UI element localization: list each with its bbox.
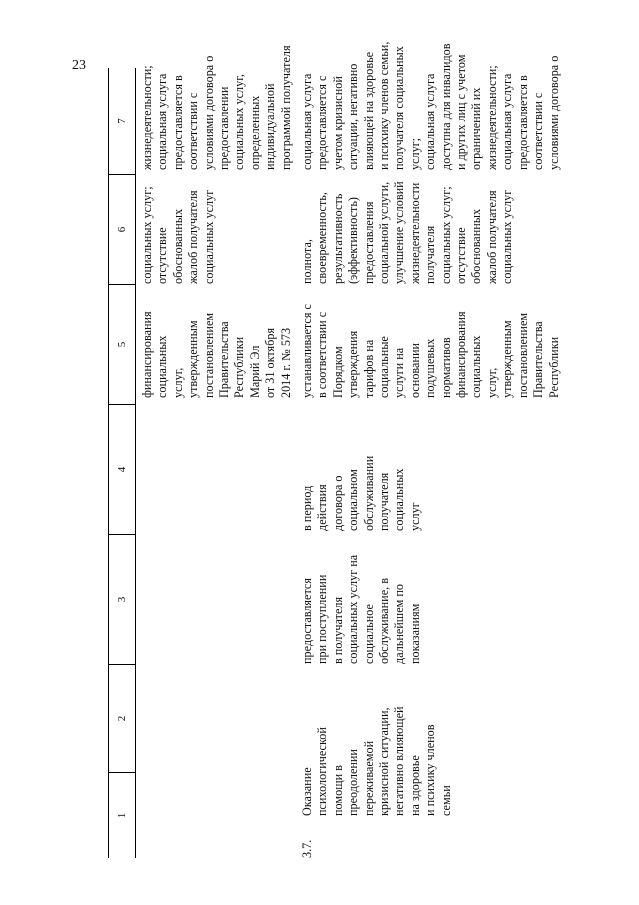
text-line: подушевых [423, 338, 438, 398]
text-line: показаниям [407, 603, 422, 664]
text-line: дальнейшем по [392, 584, 407, 664]
text-line: помощи в [330, 765, 345, 816]
text-line: условиями договора о [201, 55, 216, 170]
row-37-col2 [300, 680, 454, 816]
text-line: учетом кризисной [330, 76, 345, 170]
text-line: соответствии с [531, 92, 546, 170]
text-line: Оказание [300, 767, 314, 816]
top-row-col7 [140, 45, 294, 170]
row-37-col6 [300, 174, 516, 284]
text-line: услуг, [170, 367, 185, 398]
text-line: предоставляется с [315, 75, 330, 170]
text-line: социальная услуга [155, 73, 170, 170]
text-line: улучшение условий [392, 181, 407, 284]
text-line: социальное [361, 604, 376, 664]
text-line: индивидуальной [263, 83, 278, 170]
table-header [108, 68, 136, 858]
text-line: социальных услуг; [438, 186, 453, 284]
text-line: программой получателя [278, 45, 293, 170]
text-line: жизнедеятельности [407, 182, 422, 284]
text-line: психологической [315, 727, 330, 816]
text-line: ограничений их [469, 87, 484, 170]
text-line: кризисной ситуации, [377, 707, 392, 816]
text-line: ситуации, негативно [346, 63, 361, 170]
text-line: услуг [407, 502, 422, 531]
text-line: получателя [423, 225, 438, 284]
text-line: социальной услуги, [377, 181, 392, 284]
text-line: социальных услуг на [346, 554, 361, 664]
text-line: жизнедеятельности; [140, 65, 154, 170]
text-line: услуги на [392, 347, 407, 398]
text-line: влияющей на здоровье [361, 51, 376, 170]
text-line: Республики [232, 336, 247, 398]
text-line: на здоровье [407, 755, 422, 816]
row-37-col5 [300, 286, 562, 398]
text-line: постановлением [515, 312, 530, 398]
row-37-col7 [300, 41, 562, 170]
header-col-7: 7 [109, 68, 135, 175]
text-line: Порядком [330, 346, 345, 398]
text-line: и других лиц с учетом [454, 54, 469, 170]
row-37-col3 [300, 536, 423, 664]
text-line: от 31 октября [263, 327, 278, 398]
text-line: социальных [469, 335, 484, 398]
text-line: Республики [546, 336, 561, 398]
text-line: получателя социальных [392, 46, 407, 170]
header-col-4: 4 [109, 405, 135, 535]
text-line: получателя [377, 472, 392, 531]
text-line: отсутствие [454, 227, 469, 284]
text-line: постановлением [201, 312, 216, 398]
text-line: услуг, [484, 367, 499, 398]
text-line: предоставления [361, 201, 376, 284]
text-line: социальных услуг, [232, 74, 247, 170]
text-line: преодолении [346, 749, 361, 816]
text-line: (эффективность) [346, 197, 361, 284]
text-line: финансирования [140, 311, 154, 398]
text-line: социальная услуга [423, 73, 438, 170]
text-line: отсутствие [155, 227, 170, 284]
page-number: 23 [72, 58, 86, 73]
text-line: 3.7. [300, 839, 314, 858]
text-line: в соответствии с [315, 311, 330, 398]
text-line: услуг; [407, 137, 422, 170]
text-line: определенных [247, 95, 262, 170]
text-line: и психику членов семьи, [377, 41, 392, 170]
text-line: социальная услуга [300, 73, 314, 170]
top-row-col5 [140, 290, 294, 398]
text-line: в получателя [330, 596, 345, 664]
text-line: полнота, [300, 239, 314, 284]
row-number [300, 818, 315, 858]
row-37-col4 [300, 403, 423, 531]
text-line: результативность [330, 193, 345, 284]
rotated-table [108, 41, 578, 858]
text-line: и психику членов [423, 724, 438, 816]
text-line: предоставляется в [515, 75, 530, 170]
text-line: условиями договора о [546, 55, 561, 170]
text-line: утвержденным [186, 320, 201, 398]
header-col-2: 2 [109, 665, 135, 773]
text-line: жизнедеятельности; [484, 65, 499, 170]
text-line: жалоб получателя [484, 190, 499, 284]
text-line: предоставлении [217, 86, 232, 170]
text-line: основании [407, 343, 422, 398]
text-line: предоставляется в [170, 75, 185, 170]
text-line: действия [315, 484, 330, 531]
text-line: обслуживание, в [377, 578, 392, 664]
header-col-3: 3 [109, 535, 135, 665]
text-line: соответствии с [186, 92, 201, 170]
text-line: устанавливается с [300, 304, 314, 398]
text-line: обоснованных [469, 208, 484, 284]
text-line: социальная услуга [500, 73, 515, 170]
text-line: 2014 г. № 573 [278, 327, 293, 398]
text-line: Марий Эл [247, 345, 262, 398]
text-line: социальных [392, 468, 407, 531]
text-line: социальных услуг [500, 189, 515, 284]
header-col-1: 1 [116, 812, 128, 819]
text-line: Правительства [531, 321, 546, 398]
text-line: социальных [155, 335, 170, 398]
text-line: Правительства [217, 321, 232, 398]
text-line: негативно влияющей [392, 706, 407, 816]
text-line: социальных услуг [201, 189, 216, 284]
text-line: финансирования [454, 311, 469, 398]
text-line: социальные [377, 336, 392, 398]
text-line: обоснованных [170, 208, 185, 284]
text-line: в период [300, 485, 314, 531]
text-line: предоставляется [300, 578, 314, 664]
text-line: утверждения [346, 330, 361, 398]
text-line: семьи [438, 785, 453, 816]
header-col-5: 5 [109, 285, 135, 405]
text-line: нормативов [438, 337, 453, 398]
header-col-6: 6 [109, 175, 135, 285]
text-line: при поступлении [315, 574, 330, 664]
text-line: договора о [330, 475, 345, 531]
text-line: переживаемой [361, 740, 376, 816]
text-line: социальном [346, 469, 361, 531]
top-row-col6 [140, 174, 217, 284]
text-line: доступна для инвалидов [438, 43, 453, 170]
text-line: обслуживании [361, 455, 376, 531]
text-line: утвержденным [500, 320, 515, 398]
text-line: жалоб получателя [186, 190, 201, 284]
text-line: социальных услуг; [140, 186, 154, 284]
text-line: своевременность, [315, 192, 330, 284]
text-line: тарифов на [361, 339, 376, 398]
